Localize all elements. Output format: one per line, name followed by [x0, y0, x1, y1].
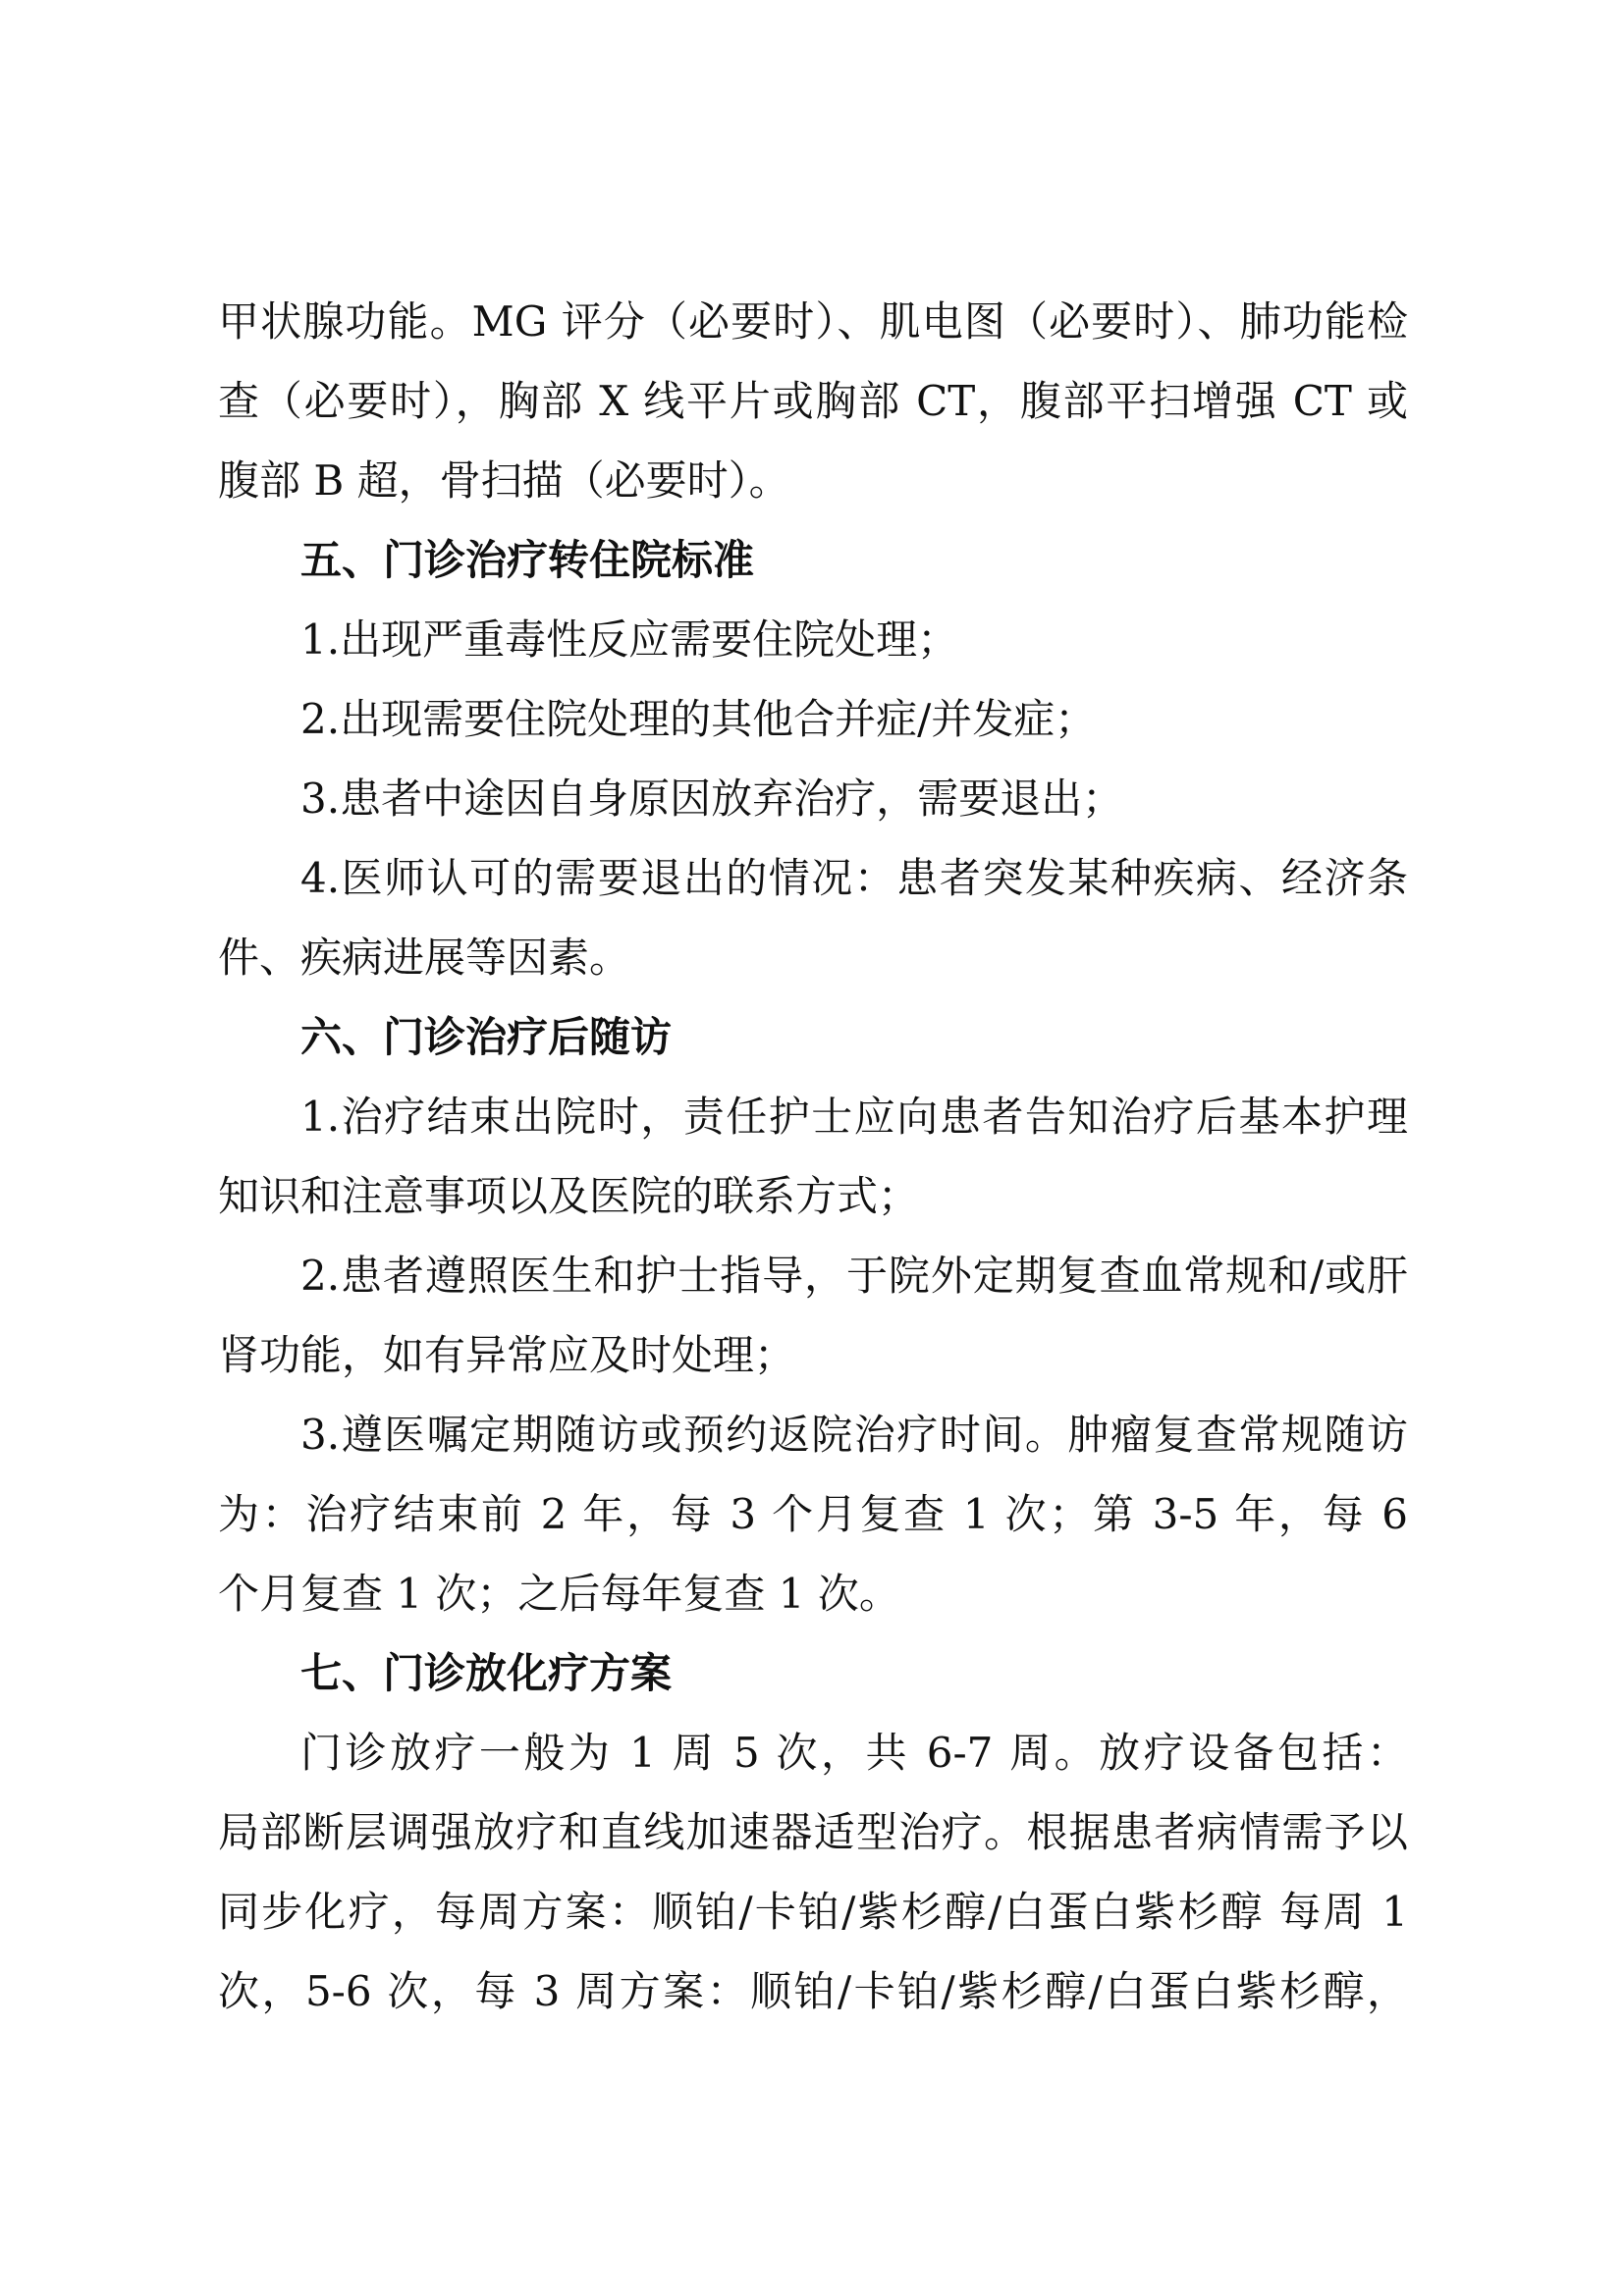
paragraph-line: 知识和注意事项以及医院的联系方式； — [218, 1172, 920, 1220]
list-item: 2.患者遵照医生和护士指导，于院外定期复查血常规和/或肝 — [300, 1252, 1408, 1300]
paragraph-line: 个月复查 1 次；之后每年复查 1 次。 — [218, 1570, 900, 1618]
list-item: 2.出现需要住院处理的其他合并症/并发症； — [300, 695, 1097, 743]
paragraph-line: 门诊放疗一般为 1 周 5 次，共 6-7 周。放疗设备包括： — [300, 1729, 1408, 1777]
paragraph-line: 件、疾病进展等因素。 — [218, 934, 631, 982]
paragraph-line: 甲状腺功能。MG 评分（必要时）、肌电图（必要时）、肺功能检 — [218, 297, 1408, 346]
list-item: 3.遵医嘱定期随访或预约返院治疗时间。肿瘤复查常规随访 — [300, 1411, 1408, 1459]
paragraph-line: 局部断层调强放疗和直线加速器适型治疗。根据患者病情需予以 — [218, 1808, 1408, 1856]
list-item: 3.患者中途因自身原因放弃治疗，需要退出； — [300, 774, 1124, 823]
paragraph-line: 次，5-6 次，每 3 周方案：顺铂/卡铂/紫杉醇/白蛋白紫杉醇， — [218, 1967, 1408, 2015]
list-item: 4.医师认可的需要退出的情况：患者突发某种疾病、经济条 — [300, 854, 1408, 902]
paragraph-line: 同步化疗，每周方案：顺铂/卡铂/紫杉醇/白蛋白紫杉醇 每周 1 — [218, 1888, 1408, 1936]
section-heading-7: 七、门诊放化疗方案 — [300, 1649, 673, 1697]
paragraph-line: 腹部 B 超，骨扫描（必要时）。 — [218, 456, 790, 505]
section-heading-6: 六、门诊治疗后随访 — [300, 1013, 673, 1061]
list-item: 1.出现严重毒性反应需要住院处理； — [300, 615, 959, 664]
paragraph-line: 为：治疗结束前 2 年，每 3 个月复查 1 次；第 3-5 年，每 6 — [218, 1490, 1408, 1538]
section-heading-5: 五、门诊治疗转住院标准 — [300, 536, 755, 584]
paragraph-line: 肾功能，如有异常应及时处理； — [218, 1331, 796, 1379]
paragraph-line: 查（必要时），胸部 X 线平片或胸部 CT，腹部平扫增强 CT 或 — [218, 377, 1408, 425]
list-item: 1.治疗结束出院时，责任护士应向患者告知治疗后基本护理 — [300, 1093, 1408, 1141]
